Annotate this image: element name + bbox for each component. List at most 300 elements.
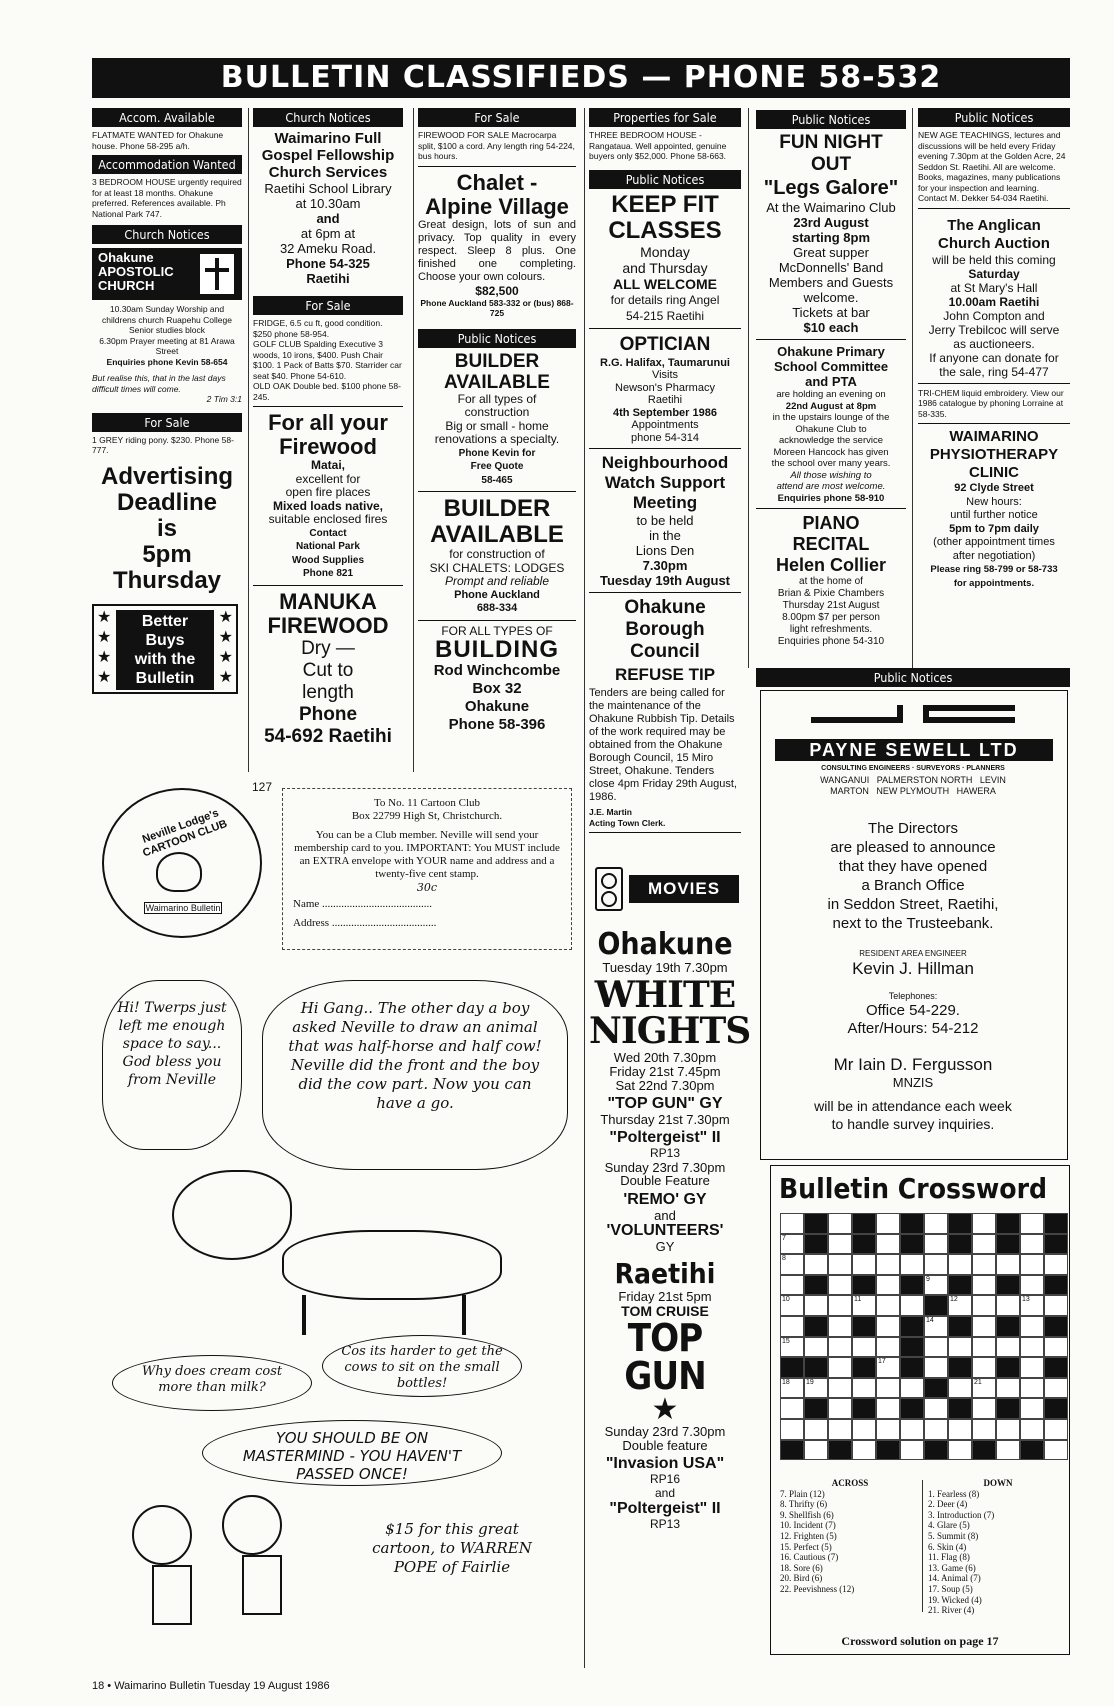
across-clue: 22. Peevishness (12) <box>780 1583 855 1594</box>
neighbourhood-watch-title <box>589 453 741 513</box>
down-clue: 13. Game (6) <box>928 1562 976 1573</box>
crossword-cell <box>876 1440 900 1461</box>
crossword-cell <box>852 1275 876 1296</box>
crossword-cell[interactable] <box>780 1419 804 1440</box>
crossword-cell[interactable] <box>780 1275 804 1296</box>
ptc-line: attend are most welcome. <box>776 481 886 492</box>
legs-galore-title: "Legs Galore" <box>763 177 899 199</box>
optician-line: Appointments <box>631 419 699 431</box>
crossword-cell[interactable] <box>1020 1419 1044 1440</box>
accom-wanted-ad: 3 BEDROOM HOUSE urgently required for at least 18 months. Ohakune preferred. References available. Ph National Park 747. <box>92 177 242 219</box>
page-banner: BULLETIN CLASSIFIEDS — PHONE 58-532 <box>92 58 1070 98</box>
column-3 <box>418 108 576 734</box>
crossword-cell <box>948 1213 972 1234</box>
crossword-cell[interactable] <box>1020 1213 1044 1234</box>
chalet-title-line: Alpine Village <box>425 193 569 219</box>
crossword-cell[interactable] <box>948 1378 972 1399</box>
crossword-cell <box>852 1234 876 1255</box>
fun-night-line: OUT <box>810 154 852 175</box>
firewood-title <box>253 411 403 459</box>
crossword-cell[interactable] <box>1044 1440 1068 1461</box>
down-clue: 17. Soup (5) <box>928 1583 973 1594</box>
crossword-cell[interactable] <box>996 1440 1020 1461</box>
gospel-line: at 6pm at <box>300 226 356 241</box>
crossword-cell <box>900 1213 924 1234</box>
keep-fit-title <box>589 192 741 244</box>
across-clue: 18. Sore (6) <box>780 1562 823 1573</box>
star-icon: ★ ★ ★ ★ <box>218 608 233 686</box>
cartoon-club-logo <box>102 788 262 938</box>
builder-2-title <box>418 496 576 548</box>
buys-line: Bulletin <box>135 669 195 687</box>
crossword-cell[interactable] <box>972 1295 996 1316</box>
crossword-cell[interactable] <box>804 1254 828 1275</box>
crossword-cell[interactable] <box>1020 1398 1044 1419</box>
crossword-cell <box>996 1316 1020 1337</box>
crossword-cell[interactable] <box>876 1254 900 1275</box>
crossword-down <box>928 1478 1068 1616</box>
bubble-hi-gang: Hi Gang.. The other day a boy asked Neville to draw an animal that was half-horse and half cow! Neville did the front and the boy did the cow part. Now you can have a go. <box>262 980 568 1170</box>
crossword-cell[interactable] <box>900 1440 924 1461</box>
keep-fit-line: CLASSES <box>608 216 722 244</box>
coupon-30c: 30c <box>416 881 438 894</box>
crossword-cell[interactable] <box>876 1316 900 1337</box>
firewood-title-line: For all your <box>268 410 388 435</box>
crossword-cell[interactable] <box>828 1337 852 1358</box>
buys-line: Better <box>141 612 189 630</box>
ptc-title-line: School Committee <box>773 359 889 374</box>
across-clue: 20. Bird (6) <box>780 1573 823 1584</box>
ptc-line: acknowledge the service <box>778 435 884 446</box>
crossword-cell[interactable] <box>852 1378 876 1399</box>
manuka-detail: Dry — <box>301 637 355 659</box>
anglican-line: will be held this coming <box>932 252 1056 267</box>
accom-wanted-header: Accommodation Wanted <box>92 155 242 174</box>
better-buys-panel <box>116 610 214 690</box>
neighbourhood-watch-details <box>589 513 741 588</box>
crossword-cell[interactable] <box>1044 1337 1068 1358</box>
crossword-cell[interactable]: 8 <box>780 1254 804 1275</box>
crossword-cell[interactable]: 15 <box>780 1337 804 1358</box>
fun-night-line: FUN NIGHT <box>779 132 883 153</box>
chalet-title <box>418 171 576 219</box>
crossword-cell[interactable] <box>900 1378 924 1399</box>
crossword-cell[interactable] <box>828 1275 852 1296</box>
movie-time: Wed 20th 7.30pm <box>613 1049 717 1065</box>
movies-date-1: Tuesday 19th 7.30pm <box>602 960 728 975</box>
crossword-cell[interactable] <box>876 1213 900 1234</box>
physio-line: until further notice <box>950 509 1038 521</box>
building-line: Rod Winchcombe <box>433 662 561 679</box>
crossword-cell[interactable] <box>852 1440 876 1461</box>
firewood-title-line: Firewood <box>279 434 377 459</box>
church-times: 10.30am Sunday Worship and childrens church Ruapehu College Senior studies block <box>102 304 232 335</box>
payne-line: are pleased to announce <box>830 839 996 856</box>
builder-1-details <box>418 393 576 488</box>
bubble-cows: Cos its harder to get the cows to sit on the small bottles! <box>322 1335 522 1397</box>
crossword-cell[interactable] <box>972 1419 996 1440</box>
firewood-line: suitable enclosed fires <box>268 512 388 526</box>
movies-date-2: Friday 21st 5pm <box>618 1288 712 1304</box>
piano-line: at the home of <box>799 576 863 587</box>
payne-closing <box>761 1097 1065 1133</box>
for-sale-header: For Sale <box>92 413 242 432</box>
crossword-cell[interactable] <box>972 1398 996 1419</box>
payne-towns-1: WANGANUI PALMERSTON NORTH LEVIN <box>820 775 1006 785</box>
gospel-line: 32 Ameku Road. <box>279 241 377 256</box>
crossword-cell[interactable] <box>828 1234 852 1255</box>
crossword-cell[interactable] <box>1020 1337 1044 1358</box>
piano-line: Enquiries phone 54-310 <box>777 636 885 647</box>
physio-line: Please ring 58-799 or 58-733 <box>930 564 1058 575</box>
physio-line: for appointments. <box>953 577 1035 589</box>
keep-fit-line: KEEP FIT <box>611 190 719 218</box>
crossword-cell[interactable] <box>900 1254 924 1275</box>
cartoon-number: 127 <box>252 780 273 794</box>
ptc-line: 22nd August at 8pm <box>785 400 877 412</box>
crossword-cell[interactable]: 18 <box>780 1378 804 1399</box>
optician-line: phone 54-314 <box>631 431 699 444</box>
crossword-cell[interactable] <box>900 1295 924 1316</box>
crossword-cell[interactable] <box>876 1398 900 1419</box>
crossword-cell[interactable]: 9 <box>924 1275 948 1296</box>
crossword-cell[interactable] <box>1020 1254 1044 1275</box>
builder-1-line: renovations a specialty. <box>434 432 560 446</box>
church-notices-header-2: Church Notices <box>253 108 403 127</box>
across-header: ACROSS <box>831 1478 869 1488</box>
column-5 <box>756 110 906 648</box>
anglican-details <box>918 253 1070 379</box>
crossword-cell[interactable] <box>804 1440 828 1461</box>
crossword-cell[interactable] <box>1044 1378 1068 1399</box>
crossword-cell[interactable] <box>1044 1254 1068 1275</box>
chalet-title-line: Chalet - <box>456 169 538 195</box>
crossword-cell[interactable] <box>996 1295 1020 1316</box>
top-gun-logo: TOP GUN <box>624 1316 706 1398</box>
building-title: BUILDING <box>435 636 559 663</box>
payne-fergusson: Mr Iain D. Fergusson <box>833 1055 993 1074</box>
pony-ad: 1 GREY riding pony. $230. Phone 58-777. <box>92 434 234 455</box>
across-clue: 15. Perfect (5) <box>780 1541 832 1552</box>
crossword-cell <box>780 1357 804 1378</box>
fun-night-detail: welcome. <box>803 290 859 305</box>
crossword-cell[interactable]: 21 <box>972 1378 996 1399</box>
physio-line: 5pm to 7pm daily <box>949 522 1039 535</box>
column-4 <box>589 108 751 1532</box>
crossword-cell <box>804 1275 828 1296</box>
optician-title: OPTICIAN <box>619 333 711 355</box>
piano-title-line: RECITAL <box>792 534 870 554</box>
crossword-cell[interactable] <box>948 1337 972 1358</box>
crossword-cell[interactable] <box>828 1316 852 1337</box>
crossword-cell[interactable] <box>828 1357 852 1378</box>
crossword-cell[interactable] <box>876 1275 900 1296</box>
payne-closing-line: will be in attendance each week <box>814 1098 1012 1114</box>
crossword-cell[interactable] <box>972 1337 996 1358</box>
keep-fit-detail: and Thursday <box>622 259 708 276</box>
payne-line: a Branch Office <box>861 877 965 894</box>
crossword-cell <box>828 1440 852 1461</box>
builder-1-line: 58-465 <box>481 474 513 486</box>
crossword-cell[interactable] <box>948 1254 972 1275</box>
crossword-cell <box>804 1213 828 1234</box>
crossword-cell[interactable] <box>876 1295 900 1316</box>
crossword-cell[interactable]: 14 <box>924 1316 948 1337</box>
payne-announcement <box>761 819 1065 933</box>
crossword-cell[interactable] <box>828 1213 852 1234</box>
crossword-cell[interactable] <box>972 1357 996 1378</box>
chalet-details: Great design, lots of sun and privacy. Top quality in every respect. Sleep 8 plus. One finished one completing. Choose your own colours. <box>418 218 576 283</box>
ps-logo-icon <box>811 705 1017 737</box>
crossword-cell[interactable] <box>900 1419 924 1440</box>
across-clue: 9. Shellfish (6) <box>780 1509 834 1520</box>
fun-night-detail: starting 8pm <box>791 230 870 245</box>
column-6 <box>918 108 1070 590</box>
horse-cow-drawing <box>132 1160 532 1340</box>
cross-icon <box>200 254 234 294</box>
crossword-cell[interactable] <box>780 1398 804 1419</box>
ptc-line: are holding an evening on <box>776 389 886 400</box>
bubble-mastermind: YOU SHOULD BE ON MASTERMIND - YOU HAVEN'T PASSED ONCE! <box>202 1420 502 1486</box>
keep-fit-detail: Monday <box>640 243 690 260</box>
builder-2-line: Phone Auckland <box>454 588 540 601</box>
projector-icon <box>595 867 623 911</box>
gospel-line: and <box>316 211 340 226</box>
across-clue: 12. Frighten (5) <box>780 1530 837 1541</box>
public-notices-header-6: Public Notices <box>918 108 1070 127</box>
down-clue: 21. River (4) <box>928 1605 975 1616</box>
crossword-cell[interactable] <box>876 1337 900 1358</box>
crossword-cell <box>900 1234 924 1255</box>
physio-line: (other appointment times <box>933 536 1055 548</box>
crossword-across <box>780 1478 920 1595</box>
crossword-cell[interactable] <box>1020 1275 1044 1296</box>
better-buys-box <box>92 604 238 694</box>
anglican-title-line: Church Auction <box>938 234 1050 252</box>
crossword-cell[interactable] <box>1020 1357 1044 1378</box>
crossword-cell[interactable] <box>780 1316 804 1337</box>
crossword-cell[interactable]: 11 <box>852 1295 876 1316</box>
crossword-cell[interactable] <box>972 1254 996 1275</box>
buys-line: Buys <box>145 631 185 649</box>
builder-1-title-line: AVAILABLE <box>444 371 550 393</box>
crossword-cell[interactable] <box>828 1295 852 1316</box>
piano-line: Brian & Pixie Chambers <box>777 588 885 599</box>
crossword-cell <box>996 1234 1020 1255</box>
building-pre: FOR ALL TYPES OF <box>441 623 553 638</box>
crossword-cell[interactable] <box>996 1254 1020 1275</box>
poltergeist-2-rating: RP13 <box>649 1517 681 1531</box>
tom-cruise: TOM CRUISE <box>621 1303 709 1319</box>
poltergeist-rating: RP13 <box>649 1146 681 1160</box>
top-gun-title: "TOP GUN" GY <box>607 1094 723 1112</box>
down-clue: 14. Animal (7) <box>928 1573 981 1584</box>
nw-line: in the <box>649 528 681 543</box>
refuse-signature-name: J.E. Martin <box>589 807 632 817</box>
ptc-line: Enquiries phone 58-910 <box>777 492 885 504</box>
crossword-cell <box>1044 1234 1068 1255</box>
crossword-grid[interactable] <box>780 1213 1068 1461</box>
manuka-detail: 54-692 Raetihi <box>264 725 392 747</box>
crossword-cell[interactable] <box>972 1316 996 1337</box>
piano-title-line: PIANO <box>802 513 860 533</box>
crossword-cell[interactable]: 12 <box>948 1295 972 1316</box>
down-clue: 2. Deer (4) <box>928 1499 968 1510</box>
crossword-cell <box>996 1213 1020 1234</box>
crossword-cell[interactable] <box>948 1440 972 1461</box>
nw-line: Tuesday 19th August <box>599 573 731 588</box>
fridge-ad: FRIDGE, 6.5 cu ft, good condition. $250 phone 58-954. <box>253 318 383 339</box>
volunteers-rating: GY <box>655 1239 675 1254</box>
down-clue: 1. Fearless (8) <box>928 1488 980 1499</box>
coupon-text: You can be a Club member. Neville will send your membership card to you. IMPORTANT: You MUST include an EXTRA envelope with YOUR name and address and a twenty-five cent stamp. <box>294 829 560 880</box>
optician-line: Visits <box>651 369 679 381</box>
fun-night-detail: 23rd August <box>793 215 869 230</box>
invasion-rating: RP16 <box>649 1472 681 1486</box>
crossword-cell[interactable] <box>1020 1378 1044 1399</box>
ptc-line: in the upstairs lounge of the <box>772 412 890 423</box>
church-notices-header: Church Notices <box>92 225 242 244</box>
manuka-detail: Phone <box>298 703 358 725</box>
bubble-cream: Why does cream cost more than milk? <box>112 1355 312 1411</box>
crossword-cell <box>852 1398 876 1419</box>
gospel-title-line: Church Services <box>268 164 388 181</box>
crossword-cell[interactable] <box>1020 1316 1044 1337</box>
keep-fit-detail: 54-215 Raetihi <box>625 308 705 323</box>
crossword-cell[interactable] <box>924 1337 948 1358</box>
piano-line: Thursday 21st August <box>782 600 880 611</box>
crossword-solution-note: Crossword solution on page 17 <box>841 1634 999 1648</box>
crossword-cell[interactable] <box>924 1419 948 1440</box>
payne-resident: RESIDENT AREA ENGINEER <box>859 949 967 958</box>
crossword-cell <box>1044 1357 1068 1378</box>
poltergeist-double: Double Feature <box>620 1173 710 1188</box>
crossword-cell <box>900 1337 924 1358</box>
gospel-title-line: Gospel Fellowship <box>261 147 395 164</box>
crossword-cell[interactable] <box>924 1234 948 1255</box>
crossword-cell[interactable] <box>804 1337 828 1358</box>
builder-1-line: Free Quote <box>470 461 524 472</box>
crossword-cell[interactable]: 19 <box>804 1378 828 1399</box>
crossword-cell <box>804 1234 828 1255</box>
crossword-cell[interactable] <box>996 1337 1020 1358</box>
star-icon: ★ ★ ★ ★ <box>97 608 112 686</box>
crossword-cell[interactable] <box>876 1378 900 1399</box>
payne-line: next to the Trusteebank. <box>832 915 994 932</box>
builder-2-details <box>418 548 576 616</box>
crossword-cell[interactable] <box>972 1275 996 1296</box>
manuka-details <box>253 638 403 748</box>
movie-time: Friday 21st 7.45pm <box>609 1063 721 1079</box>
chalet-phone: Phone Auckland 583-332 or (bus) 868-725 <box>420 297 574 318</box>
crossword-cell[interactable] <box>1020 1234 1044 1255</box>
crossword-cell[interactable] <box>852 1254 876 1275</box>
bubble-neville: Hi! Twerps just left me enough space to say... God bless you from Neville <box>102 980 242 1150</box>
crossword-cell[interactable]: 17 <box>876 1357 900 1378</box>
anglican-line: as auctioneers. <box>953 336 1035 351</box>
crossword-cell <box>1044 1275 1068 1296</box>
building-line: Box 32 <box>472 680 522 697</box>
anglican-line: 10.00am Raetihi <box>948 294 1040 309</box>
nw-title-line: Watch Support <box>604 473 726 492</box>
crossword-cell[interactable] <box>996 1419 1020 1440</box>
ptc-title-line: and PTA <box>805 374 857 389</box>
church-logo-line-1: Ohakune <box>98 250 154 265</box>
optician-line: R.G. Halifax, Taumarunui <box>600 356 730 369</box>
crossword-cell[interactable] <box>996 1378 1020 1399</box>
down-clue: 5. Summit (8) <box>928 1530 979 1541</box>
crossword-cell[interactable] <box>780 1213 804 1234</box>
anglican-title-line: The Anglican <box>947 216 1041 234</box>
crossword-cell[interactable]: 7 <box>780 1234 804 1255</box>
crossword-cell <box>924 1440 948 1461</box>
crossword-cell[interactable] <box>1044 1295 1068 1316</box>
crossword-cell[interactable] <box>1044 1419 1068 1440</box>
crossword-cell[interactable] <box>948 1419 972 1440</box>
gospel-title <box>253 130 403 181</box>
manuka-line: FIREWOOD <box>267 612 389 638</box>
crossword-cell[interactable] <box>924 1254 948 1275</box>
crossword-cell[interactable] <box>876 1234 900 1255</box>
movies-label: MOVIES <box>629 875 739 903</box>
poltergeist-title: "Poltergeist" II <box>609 1129 721 1146</box>
keep-fit-detail: for details ring Angel <box>610 292 720 307</box>
optician-details <box>589 357 741 445</box>
crossword-cell[interactable] <box>828 1419 852 1440</box>
crossword-cell[interactable] <box>924 1213 948 1234</box>
church-quote-ref: 2 Tim 3:1 <box>206 394 242 404</box>
physio-line: 92 Clyde Street <box>954 482 1034 494</box>
deadline-notice <box>92 464 242 594</box>
crossword-cell[interactable] <box>924 1357 948 1378</box>
crossword-cell[interactable] <box>828 1378 852 1399</box>
payne-sewell-notice <box>756 668 1070 690</box>
movies-town-raetihi: Raetihi <box>614 1256 716 1290</box>
builder-1-title-line: BUILDER <box>454 350 540 372</box>
movies-logo <box>589 863 741 919</box>
crossword-cell[interactable] <box>852 1337 876 1358</box>
payne-mnzis: MNZIS <box>892 1075 934 1090</box>
crossword-cell[interactable] <box>972 1213 996 1234</box>
crossword-cell[interactable] <box>876 1419 900 1440</box>
crossword-cell[interactable] <box>804 1419 828 1440</box>
crossword-cell[interactable]: 10 <box>780 1295 804 1316</box>
crossword-cell[interactable] <box>828 1254 852 1275</box>
anglican-line: the sale, ring 54-477 <box>939 364 1049 379</box>
public-notices-header-4: Public Notices <box>589 170 741 189</box>
crossword-cell[interactable]: 13 <box>1020 1295 1044 1316</box>
crossword-cell[interactable] <box>972 1234 996 1255</box>
physio-title <box>918 428 1070 482</box>
refuse-signature-title: Acting Town Clerk. <box>589 817 666 828</box>
payne-sewell-box <box>760 690 1068 1160</box>
page-footer: 18 • Waimarino Bulletin Tuesday 19 August 1986 <box>92 1680 330 1692</box>
down-header: DOWN <box>983 1478 1013 1488</box>
crossword-cell <box>900 1316 924 1337</box>
deadline-line: 5pm <box>142 540 192 568</box>
crossword-cell[interactable] <box>804 1295 828 1316</box>
crossword-cell[interactable] <box>852 1419 876 1440</box>
crossword-cell[interactable] <box>924 1398 948 1419</box>
crossword-cell[interactable] <box>828 1398 852 1419</box>
firewood-details <box>253 459 403 581</box>
down-clue: 11. Flag (8) <box>928 1552 970 1563</box>
fun-night-detail: Members and Guests <box>768 275 894 290</box>
cartoon-prize: $15 for this great cartoon, to WARREN POPE of Fairlie <box>372 1520 532 1576</box>
physio-details <box>918 482 1070 590</box>
fun-night-detail: $10 each <box>803 320 859 335</box>
payne-engineer: Kevin J. Hillman <box>852 959 974 978</box>
